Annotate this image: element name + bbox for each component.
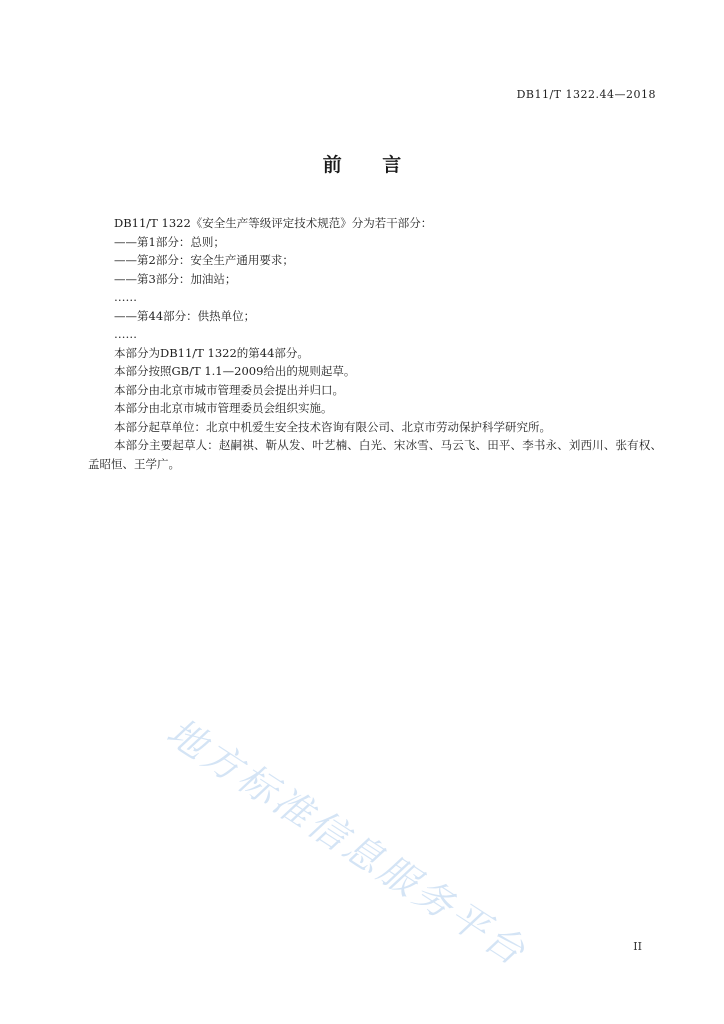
preface-body xyxy=(88,214,662,473)
watermark-text: 地方标准信息服务平台 xyxy=(159,709,536,976)
page-title: 前 言 xyxy=(322,154,402,176)
list-ellipsis-1: …… xyxy=(114,290,137,304)
paragraph-proposer: 本部分由北京市城市管理委员会提出并归口。 xyxy=(114,382,344,397)
paragraph-drafting-units: 本部分起草单位：北京中机爱生安全技术咨询有限公司、北京市劳动保护科学研究所。 xyxy=(114,419,551,434)
paragraph-implementer: 本部分由北京市城市管理委员会组织实施。 xyxy=(114,401,333,415)
list-item-part-3: ——第3部分：加油站； xyxy=(114,271,237,286)
list-ellipsis-2: …… xyxy=(114,327,137,341)
paragraph-part-statement: 本部分为DB11/T 1322的第44部分。 xyxy=(114,345,309,360)
paragraph-drafting-rules: 本部分按照GB/T 1.1—2009给出的规则起草。 xyxy=(114,364,356,378)
list-item-part-2: ——第2部分：安全生产通用要求； xyxy=(114,253,294,267)
document-code: DB11/T 1322.44—2018 xyxy=(516,88,656,101)
paragraph-drafters: 本部分主要起草人：赵嗣祺、靳从发、叶艺楠、白光、宋冰雪、马云飞、田平、李书永、刘西川、张有权、孟昭恒、王学广。 xyxy=(88,438,662,471)
list-item-part-44: ——第44部分：供热单位； xyxy=(114,308,256,323)
page-number: II xyxy=(633,940,642,953)
paragraph-parts-intro: DB11/T 1322《安全生产等级评定技术规范》分为若干部分： xyxy=(114,216,433,230)
list-item-part-1: ——第1部分：总则； xyxy=(114,234,225,249)
